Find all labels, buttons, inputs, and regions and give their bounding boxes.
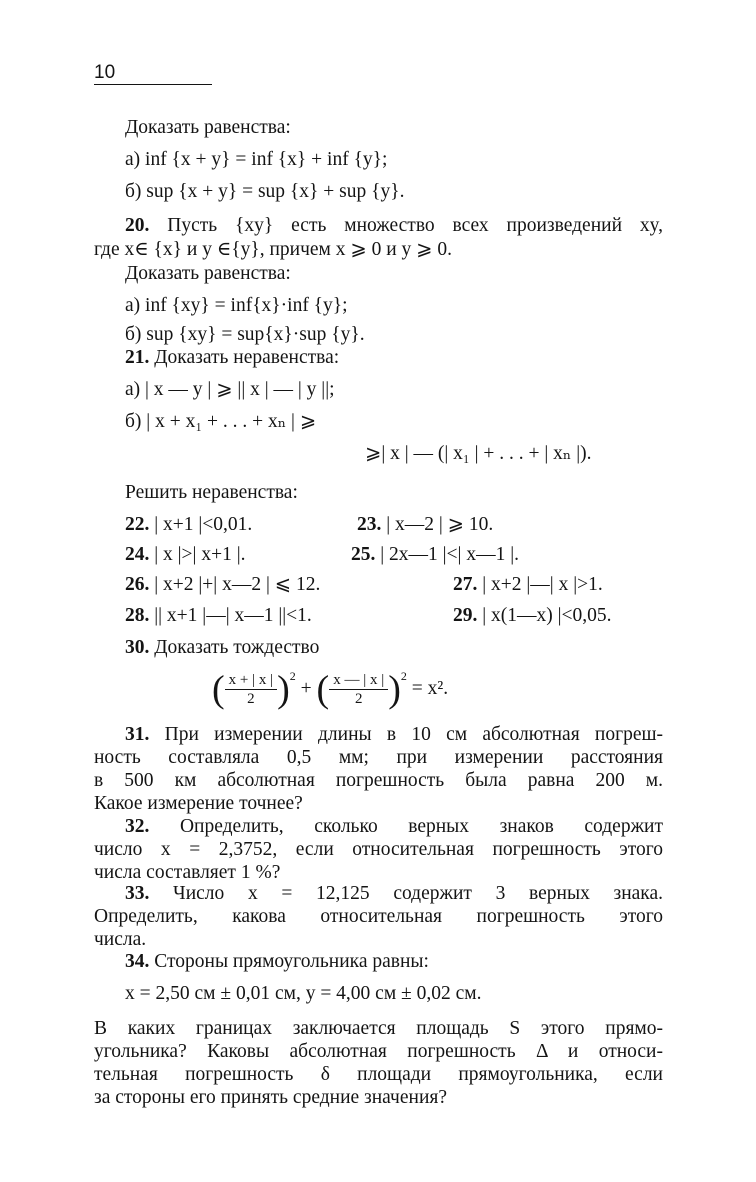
problem-34-line-1: [125, 950, 429, 974]
problem-32-line-2: число x = 2,3752, если относительная погрешность этого: [94, 839, 663, 860]
header-rule: [94, 84, 212, 85]
fraction-1: $\frac{x + | x |}{2}$: [225, 671, 277, 708]
problem-27: [453, 573, 603, 597]
problem-20-line-1: [125, 214, 663, 238]
problem-number: 21.: [125, 347, 150, 368]
problem-20-line-2: где x∈ {x} и y ∈{y}, причем x ⩾ 0 и y ⩾ 0.: [94, 239, 453, 260]
problem-31-line-2: ность составляла 0,5 мм; при измерении расстояния: [94, 747, 663, 768]
problem-29: [453, 604, 612, 628]
page-number: 10: [94, 62, 116, 83]
problem-text: | x+2 |—| x |>1.: [482, 574, 603, 595]
problem-34-line-3: В каких границах заключается площадь S этого прямо-: [94, 1018, 663, 1039]
problem-31-line-4: Какое измерение точнее?: [94, 793, 303, 814]
problem-text: Пусть {xy} есть множество всех произведений xy,: [167, 215, 664, 236]
problem-33-line-2: Определить, какова относительная погрешность этого: [94, 906, 663, 927]
problem-text: | x+1 |<0,01.: [154, 514, 253, 535]
equality-b: б) sup {x + y} = sup {x} + sup {y}.: [125, 181, 405, 202]
problem-32-line-1: [125, 815, 663, 839]
heading-prove-equalities-2: Доказать равенства:: [125, 263, 291, 284]
problem-text: Доказать тождество: [154, 637, 320, 658]
problem-text: | x |>| x+1 |.: [154, 544, 246, 565]
problem-33-line-3: числа.: [94, 929, 147, 950]
problem-24: [125, 543, 246, 567]
inequality-b-line-1: б) | x + x₁ + . . . + xₙ | ⩾: [125, 411, 317, 432]
problem-34-line-4: угольника? Каковы абсолютная погрешность Δ и относи-: [94, 1041, 663, 1062]
problem-text: | 2x—1 |<| x—1 |.: [380, 544, 519, 565]
problem-text: Доказать неравенства:: [154, 347, 340, 368]
problem-text: | x—2 | ⩾ 10.: [386, 514, 494, 535]
problem-34-line-6: за стороны его принять средние значения?: [94, 1087, 448, 1108]
problem-number: 31.: [125, 724, 150, 745]
problem-text: Число x = 12,125 содержит 3 верных знака.: [173, 883, 663, 904]
problem-number: 22.: [125, 514, 150, 535]
heading-prove-equalities: Доказать равенства:: [125, 117, 291, 138]
problem-33-line-1: [125, 882, 663, 906]
problem-31-line-1: [125, 723, 663, 747]
problem-number: 34.: [125, 951, 150, 972]
problem-number: 24.: [125, 544, 150, 565]
problem-32-line-3: числа составляет 1 %?: [94, 862, 281, 883]
problem-25: [351, 543, 519, 567]
problem-number: 33.: [125, 883, 150, 904]
inequality-b-line-2: ⩾| x | — (| x₁ | + . . . + | xₙ |).: [365, 443, 592, 464]
heading-solve-inequalities: Решить неравенства:: [125, 482, 298, 503]
problem-28: [125, 604, 312, 628]
problem-number: 23.: [357, 514, 382, 535]
problem-number: 29.: [453, 605, 478, 626]
problem-26: [125, 573, 320, 597]
problem-22: [125, 513, 252, 537]
problem-number: 27.: [453, 574, 478, 595]
problem-21: [125, 346, 339, 370]
equality-inf-product: а) inf {xy} = inf{x}·inf {y};: [125, 295, 348, 316]
identity-formula: ( $\frac{x + | x |}{2}$ )$^2$ + ( $\frac{x — | x |}{2}$ )$^2$ = x².: [212, 668, 449, 711]
problem-31-line-3: в 500 км абсолютная погрешность была равна 200 м.: [94, 770, 663, 791]
problem-text: При измерении длины в 10 см абсолютная погреш-: [164, 724, 664, 745]
problem-number: 20.: [125, 215, 150, 236]
problem-text: | x+2 |+| x—2 | ⩽ 12.: [154, 574, 321, 595]
problem-text: | x(1—x) |<0,05.: [482, 605, 612, 626]
problem-number: 32.: [125, 816, 150, 837]
identity-rhs: = x².: [411, 678, 449, 699]
problem-text: || x+1 |—| x—1 ||<1.: [154, 605, 312, 626]
problem-number: 25.: [351, 544, 376, 565]
problem-number: 30.: [125, 637, 150, 658]
problem-23: [357, 513, 493, 537]
equality-a: а) inf {x + y} = inf {x} + inf {y};: [125, 149, 388, 170]
problem-text: Стороны прямоугольника равны:: [154, 951, 429, 972]
problem-34-sides: x = 2,50 см ± 0,01 см, y = 4,00 см ± 0,02 см.: [125, 983, 482, 1004]
problem-30: [125, 636, 319, 660]
problem-number: 26.: [125, 574, 150, 595]
problem-number: 28.: [125, 605, 150, 626]
fraction-2: $\frac{x — | x |}{2}$: [329, 671, 388, 708]
equality-sup-product: б) sup {xy} = sup{x}·sup {y}.: [125, 324, 365, 345]
inequality-a: а) | x — y | ⩾ || x | — | y ||;: [125, 379, 335, 400]
problem-text: Определить, сколько верных знаков содержит: [179, 816, 663, 837]
problem-34-line-5: тельная погрешность δ площади прямоугольника, если: [94, 1064, 663, 1085]
